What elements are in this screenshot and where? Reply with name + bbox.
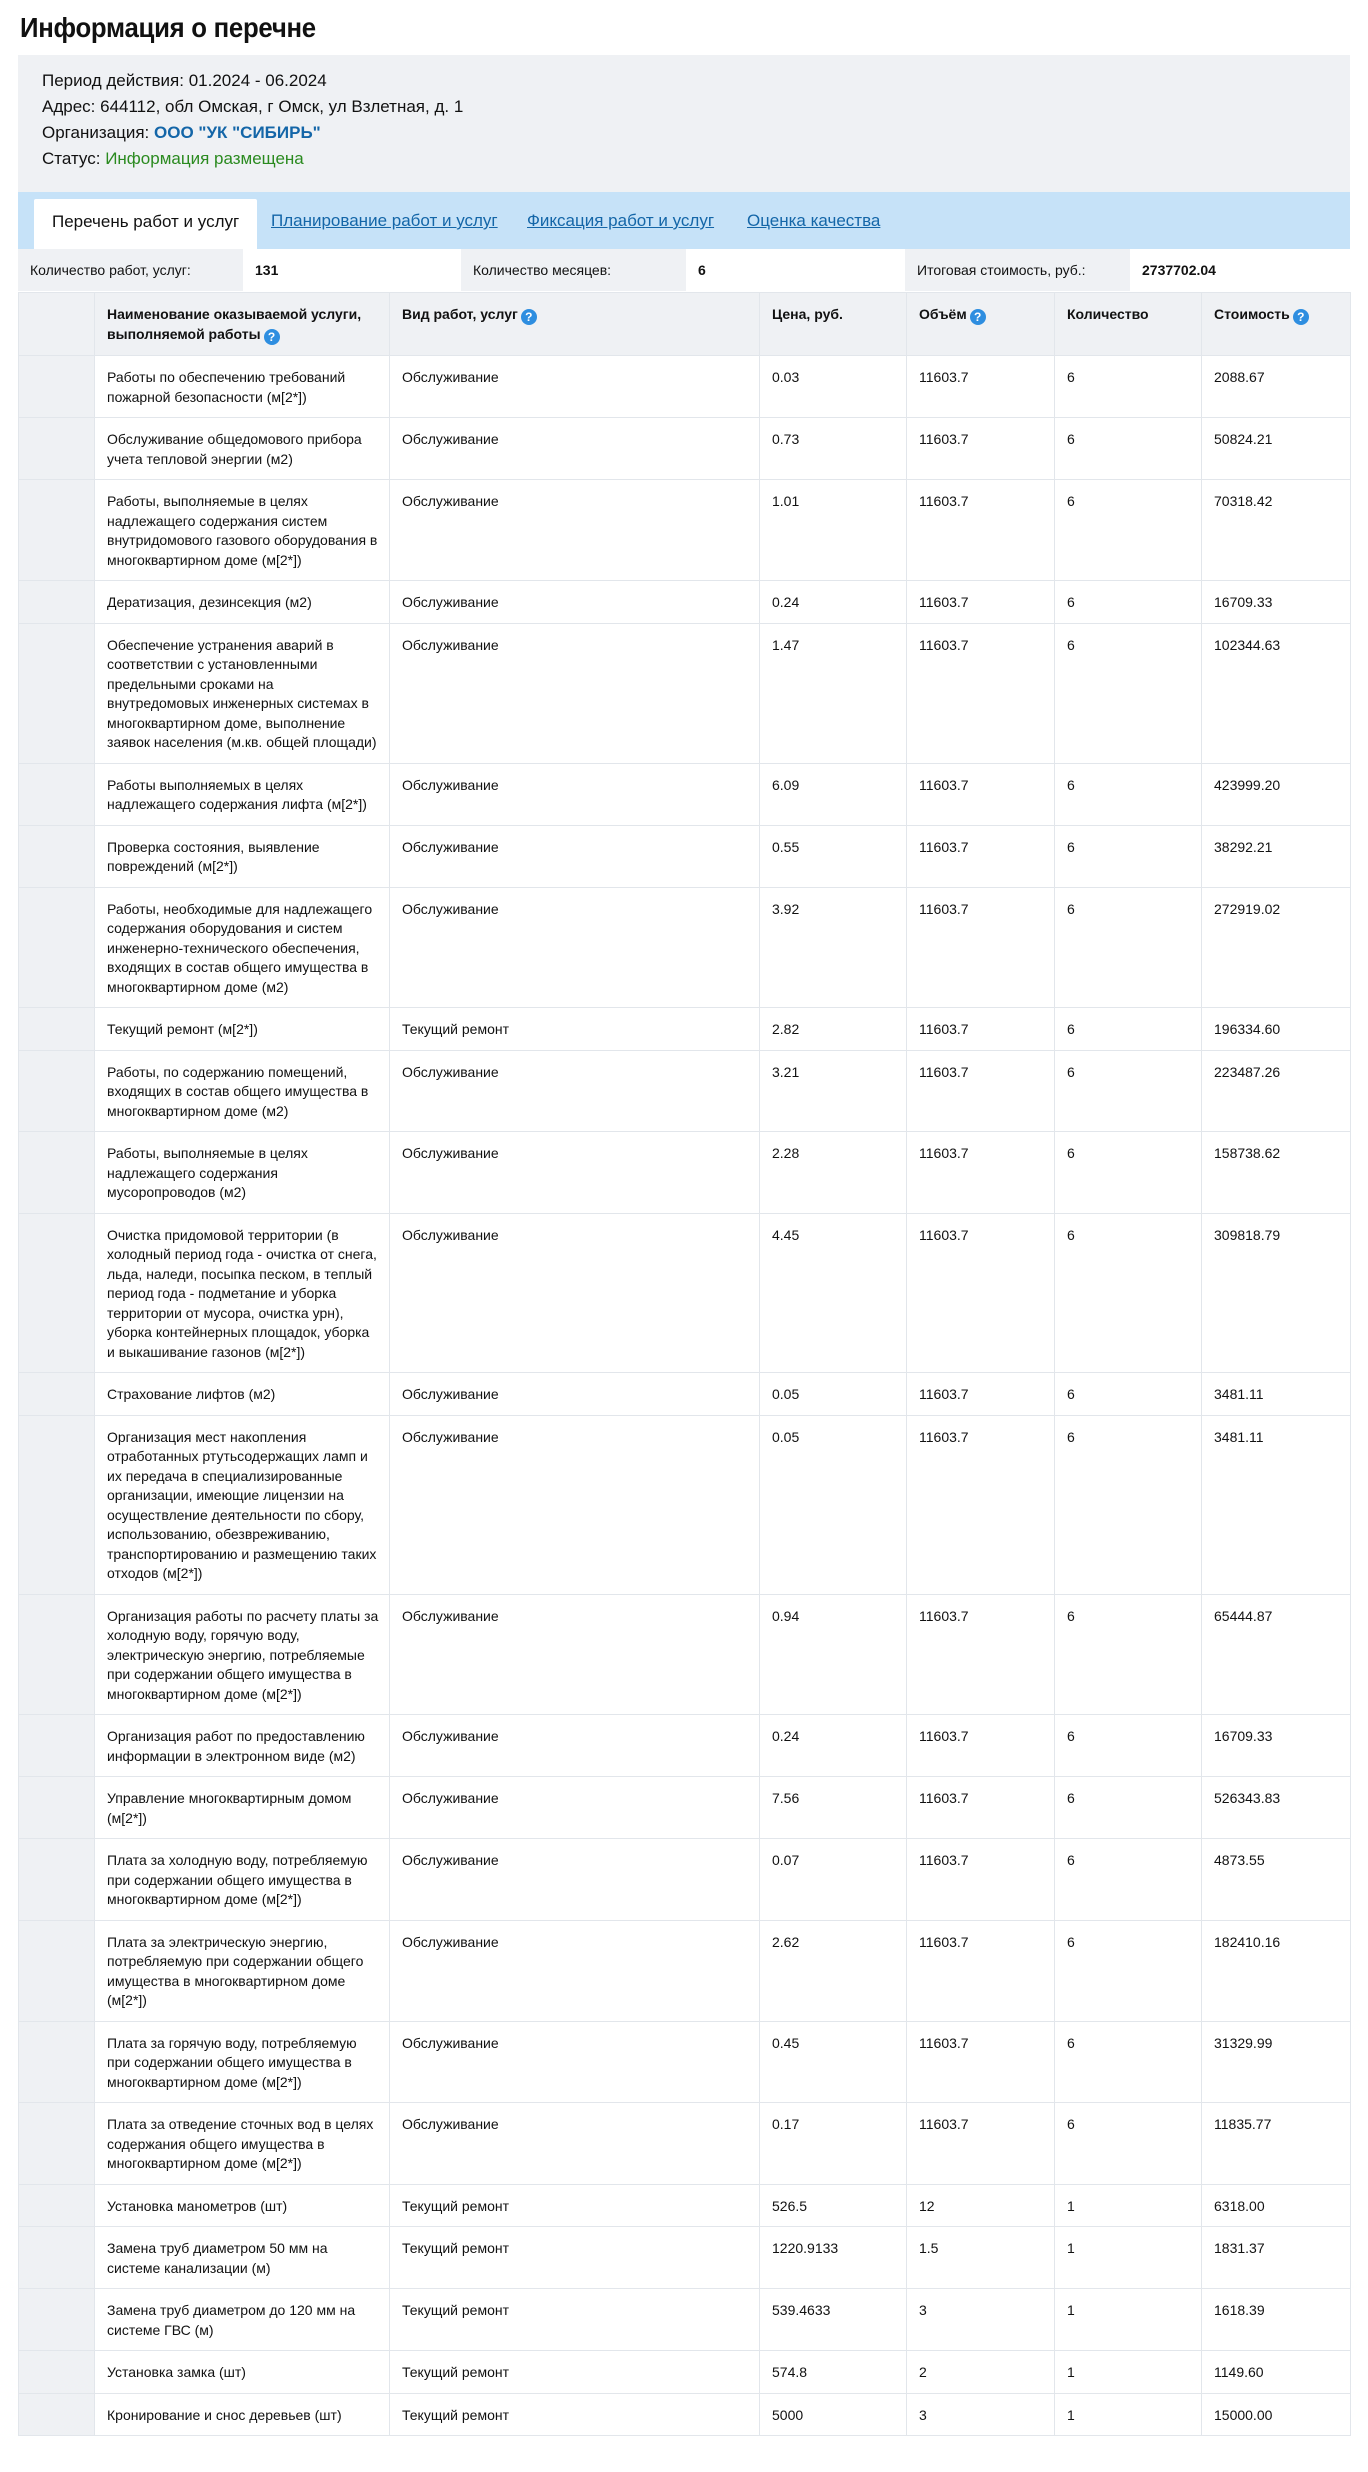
- header-service-name-label: Наименование оказываемой услуги, выполняемой работы: [107, 306, 362, 342]
- table-row: [19, 1715, 1351, 1777]
- header-service-name: [95, 293, 390, 356]
- header-volume-label: Объём: [919, 306, 967, 322]
- cell-type: Текущий ремонт: [390, 2184, 760, 2227]
- cell-type: Обслуживание: [390, 1594, 760, 1715]
- cell-name: Замена труб диаметром до 120 мм на системе ГВС (м): [95, 2289, 390, 2351]
- cell-qty: 6: [1055, 2103, 1202, 2185]
- table-row: [19, 763, 1351, 825]
- cell-volume: 11603.7: [907, 1415, 1055, 1594]
- cell-volume: 11603.7: [907, 1050, 1055, 1132]
- cell-cost: 309818.79: [1202, 1213, 1351, 1373]
- row-gutter: [19, 1008, 95, 1051]
- cell-type: Обслуживание: [390, 2103, 760, 2185]
- header-work-type-label: Вид работ, услуг: [402, 306, 518, 322]
- cell-qty: 6: [1055, 418, 1202, 480]
- cell-qty: 6: [1055, 1373, 1202, 1416]
- cell-name: Управление многоквартирным домом (м[2*]): [95, 1777, 390, 1839]
- summary-bar: [18, 249, 1350, 291]
- cell-qty: 6: [1055, 1132, 1202, 1214]
- table-row: [19, 2021, 1351, 2103]
- cell-qty: 1: [1055, 2393, 1202, 2436]
- row-gutter: [19, 623, 95, 763]
- cell-price: 0.24: [760, 1715, 907, 1777]
- cell-volume: 3: [907, 2289, 1055, 2351]
- organization-line: [42, 122, 321, 144]
- cell-qty: 1: [1055, 2351, 1202, 2394]
- cell-name: Работы по обеспечению требований пожарной безопасности (м[2*]): [95, 356, 390, 418]
- header-volume: [907, 293, 1055, 356]
- cell-qty: 6: [1055, 2021, 1202, 2103]
- cell-cost: 1149.60: [1202, 2351, 1351, 2394]
- row-gutter: [19, 418, 95, 480]
- row-gutter: [19, 2021, 95, 2103]
- cell-name: Кронирование и снос деревьев (шт): [95, 2393, 390, 2436]
- row-gutter: [19, 480, 95, 581]
- cell-cost: 31329.99: [1202, 2021, 1351, 2103]
- cell-price: 0.45: [760, 2021, 907, 2103]
- header-gutter: [19, 293, 95, 356]
- row-gutter: [19, 1132, 95, 1214]
- table-row: [19, 2289, 1351, 2351]
- cell-type: Обслуживание: [390, 1920, 760, 2021]
- cell-volume: 11603.7: [907, 2021, 1055, 2103]
- header-work-type: [390, 293, 760, 356]
- cell-cost: 65444.87: [1202, 1594, 1351, 1715]
- cell-volume: 11603.7: [907, 1715, 1055, 1777]
- list-info-panel: [18, 55, 1350, 192]
- cell-price: 0.17: [760, 2103, 907, 2185]
- table-row: [19, 2393, 1351, 2436]
- cell-cost: 16709.33: [1202, 581, 1351, 624]
- table-row: [19, 1213, 1351, 1373]
- table-row: [19, 1050, 1351, 1132]
- cell-volume: 11603.7: [907, 1777, 1055, 1839]
- tab-works-fixation[interactable]: Фиксация работ и услуг: [527, 211, 715, 230]
- cell-name: Текущий ремонт (м[2*]): [95, 1008, 390, 1051]
- address-line: [42, 96, 463, 118]
- cell-name: Проверка состояния, выявление повреждений (м[2*]): [95, 825, 390, 887]
- status-label: Статус:: [42, 149, 101, 168]
- header-cost: [1202, 293, 1351, 356]
- cell-name: Страхование лифтов (м2): [95, 1373, 390, 1416]
- table-row: [19, 2184, 1351, 2227]
- cell-type: Обслуживание: [390, 1050, 760, 1132]
- cell-type: Текущий ремонт: [390, 2393, 760, 2436]
- row-gutter: [19, 1777, 95, 1839]
- cell-price: 0.05: [760, 1373, 907, 1416]
- row-gutter: [19, 356, 95, 418]
- cell-qty: 6: [1055, 763, 1202, 825]
- works-table: [18, 292, 1351, 2436]
- row-gutter: [19, 581, 95, 624]
- help-icon[interactable]: ?: [521, 309, 537, 325]
- cell-type: Обслуживание: [390, 418, 760, 480]
- cell-type: Обслуживание: [390, 1373, 760, 1416]
- cell-price: 0.05: [760, 1415, 907, 1594]
- cell-cost: 2088.67: [1202, 356, 1351, 418]
- cell-qty: 6: [1055, 1715, 1202, 1777]
- cell-cost: 272919.02: [1202, 887, 1351, 1008]
- address-label: Адрес:: [42, 97, 96, 116]
- cell-cost: 182410.16: [1202, 1920, 1351, 2021]
- table-row: [19, 418, 1351, 480]
- cell-name: Работы, выполняемые в целях надлежащего содержания мусоропроводов (м2): [95, 1132, 390, 1214]
- cell-type: Обслуживание: [390, 623, 760, 763]
- cell-volume: 11603.7: [907, 1008, 1055, 1051]
- cell-cost: 16709.33: [1202, 1715, 1351, 1777]
- works-count-value: 131: [243, 249, 461, 291]
- row-gutter: [19, 887, 95, 1008]
- row-gutter: [19, 1715, 95, 1777]
- cell-cost: 15000.00: [1202, 2393, 1351, 2436]
- cell-type: Обслуживание: [390, 825, 760, 887]
- table-row: [19, 581, 1351, 624]
- cell-cost: 223487.26: [1202, 1050, 1351, 1132]
- cell-cost: 11835.77: [1202, 2103, 1351, 2185]
- tab-works-list[interactable]: Перечень работ и услуг: [34, 199, 257, 249]
- table-row: [19, 480, 1351, 581]
- cell-qty: 1: [1055, 2227, 1202, 2289]
- cell-price: 526.5: [760, 2184, 907, 2227]
- cell-volume: 11603.7: [907, 1594, 1055, 1715]
- cell-name: Замена труб диаметром 50 мм на системе канализации (м): [95, 2227, 390, 2289]
- cell-price: 5000: [760, 2393, 907, 2436]
- cell-type: Обслуживание: [390, 763, 760, 825]
- cell-volume: 11603.7: [907, 418, 1055, 480]
- cell-qty: 6: [1055, 1839, 1202, 1921]
- row-gutter: [19, 1373, 95, 1416]
- tab-quality-assessment[interactable]: Оценка качества: [747, 211, 881, 230]
- period-label: Период действия:: [42, 71, 184, 90]
- works-count-label: Количество работ, услуг:: [18, 249, 243, 291]
- cell-name: Организация работ по предоставлению информации в электронном виде (м2): [95, 1715, 390, 1777]
- cell-price: 7.56: [760, 1777, 907, 1839]
- cell-volume: 11603.7: [907, 2103, 1055, 2185]
- cell-name: Установка замка (шт): [95, 2351, 390, 2394]
- tab-works-planning[interactable]: Планирование работ и услуг: [271, 211, 498, 230]
- cell-name: Плата за горячую воду, потребляемую при содержании общего имущества в многоквартирном доме (м[2*]): [95, 2021, 390, 2103]
- cell-volume: 12: [907, 2184, 1055, 2227]
- cell-qty: 6: [1055, 1050, 1202, 1132]
- cell-price: 1.01: [760, 480, 907, 581]
- months-count-value: 6: [686, 249, 905, 291]
- row-gutter: [19, 1415, 95, 1594]
- table-row: [19, 2351, 1351, 2394]
- cell-price: 3.21: [760, 1050, 907, 1132]
- cell-cost: 158738.62: [1202, 1132, 1351, 1214]
- cell-volume: 11603.7: [907, 1373, 1055, 1416]
- cell-price: 2.28: [760, 1132, 907, 1214]
- cell-volume: 3: [907, 2393, 1055, 2436]
- period-value: 01.2024 - 06.2024: [188, 71, 327, 90]
- cell-type: Обслуживание: [390, 1132, 760, 1214]
- cell-price: 1220.9133: [760, 2227, 907, 2289]
- cell-qty: 6: [1055, 356, 1202, 418]
- organization-label: Организация:: [42, 123, 150, 142]
- row-gutter: [19, 1213, 95, 1373]
- period-line: [42, 70, 327, 92]
- table-row: [19, 1132, 1351, 1214]
- cell-price: 0.94: [760, 1594, 907, 1715]
- organization-link[interactable]: ООО "УК "СИБИРЬ": [154, 123, 321, 142]
- cell-cost: 70318.42: [1202, 480, 1351, 581]
- cell-qty: 6: [1055, 1008, 1202, 1051]
- cell-price: 574.8: [760, 2351, 907, 2394]
- cell-cost: 1831.37: [1202, 2227, 1351, 2289]
- cell-qty: 6: [1055, 825, 1202, 887]
- row-gutter: [19, 825, 95, 887]
- cell-volume: 11603.7: [907, 1920, 1055, 2021]
- table-row: [19, 1415, 1351, 1594]
- cell-type: Обслуживание: [390, 581, 760, 624]
- cell-name: Очистка придомовой территории (в холодный период года - очистка от снега, льда, наледи, посыпка песком, в теплый период года - подметание и уборка территории от мусора, очистка урн), уборка контейнерных площадок, уборка и выкашивание газонов (м[2*]): [95, 1213, 390, 1373]
- cell-price: 539.4633: [760, 2289, 907, 2351]
- cell-qty: 6: [1055, 1415, 1202, 1594]
- cell-type: Обслуживание: [390, 480, 760, 581]
- cell-price: 4.45: [760, 1213, 907, 1373]
- cell-name: Организация мест накопления отработанных ртутьсодержащих ламп и их передача в специализированные организации, имеющие лицензии на осуществление деятельности по сбору, использованию, обезвреживанию, транспортированию и размещению таких отходов (м[2*]): [95, 1415, 390, 1594]
- cell-type: Текущий ремонт: [390, 2227, 760, 2289]
- cell-name: Работы, необходимые для надлежащего содержания оборудования и систем инженерно-технического обеспечения, входящих в состав общего имущества в многоквартирном доме (м2): [95, 887, 390, 1008]
- cell-type: Обслуживание: [390, 1777, 760, 1839]
- page-title: Информация о перечне: [20, 12, 316, 43]
- cell-type: Текущий ремонт: [390, 2289, 760, 2351]
- cell-type: Обслуживание: [390, 1213, 760, 1373]
- cell-type: Обслуживание: [390, 1415, 760, 1594]
- cell-name: Обеспечение устранения аварий в соответствии с установленными предельными сроками на внутредомовых инженерных системах в многоквартирном доме, выполнение заявок населения (м.кв. общей площади): [95, 623, 390, 763]
- table-row: [19, 1594, 1351, 1715]
- cell-type: Обслуживание: [390, 1715, 760, 1777]
- table-row: [19, 1777, 1351, 1839]
- row-gutter: [19, 2289, 95, 2351]
- table-row: [19, 1839, 1351, 1921]
- cell-qty: 6: [1055, 1594, 1202, 1715]
- cell-name: Плата за отведение сточных вод в целях содержания общего имущества в многоквартирном доме (м[2*]): [95, 2103, 390, 2185]
- header-cost-label: Стоимость: [1214, 306, 1290, 322]
- help-icon[interactable]: ?: [1293, 309, 1309, 325]
- cell-cost: 3481.11: [1202, 1415, 1351, 1594]
- cell-type: Текущий ремонт: [390, 2351, 760, 2394]
- tab-bar: [18, 192, 1350, 249]
- row-gutter: [19, 2184, 95, 2227]
- table-header-row: [19, 293, 1351, 356]
- cell-price: 0.55: [760, 825, 907, 887]
- cell-type: Обслуживание: [390, 356, 760, 418]
- cell-volume: 11603.7: [907, 480, 1055, 581]
- cell-cost: 196334.60: [1202, 1008, 1351, 1051]
- header-quantity: Количество: [1055, 293, 1202, 356]
- help-icon[interactable]: ?: [970, 309, 986, 325]
- table-row: [19, 825, 1351, 887]
- row-gutter: [19, 1839, 95, 1921]
- table-row: [19, 1920, 1351, 2021]
- row-gutter: [19, 2351, 95, 2394]
- table-row: [19, 623, 1351, 763]
- help-icon[interactable]: ?: [264, 329, 280, 345]
- cell-cost: 38292.21: [1202, 825, 1351, 887]
- row-gutter: [19, 2103, 95, 2185]
- cell-name: Работы, по содержанию помещений, входящих в состав общего имущества в многоквартирном доме (м2): [95, 1050, 390, 1132]
- cell-cost: 526343.83: [1202, 1777, 1351, 1839]
- cell-name: Организация работы по расчету платы за холодную воду, горячую воду, электрическую энергию, потребляемые при содержании общего имущества в многоквартирном доме (м[2*]): [95, 1594, 390, 1715]
- cell-volume: 11603.7: [907, 356, 1055, 418]
- status-value: Информация размещена: [105, 149, 304, 168]
- cell-volume: 11603.7: [907, 1839, 1055, 1921]
- cell-volume: 11603.7: [907, 1213, 1055, 1373]
- cell-price: 0.73: [760, 418, 907, 480]
- cell-price: 2.62: [760, 1920, 907, 2021]
- cell-price: 0.03: [760, 356, 907, 418]
- cell-qty: 6: [1055, 581, 1202, 624]
- header-price: Цена, руб.: [760, 293, 907, 356]
- cell-name: Дератизация, дезинсекция (м2): [95, 581, 390, 624]
- cell-cost: 6318.00: [1202, 2184, 1351, 2227]
- cell-name: Работы выполняемых в целях надлежащего содержания лифта (м[2*]): [95, 763, 390, 825]
- row-gutter: [19, 2393, 95, 2436]
- status-line: [42, 148, 304, 170]
- cell-qty: 1: [1055, 2184, 1202, 2227]
- row-gutter: [19, 1594, 95, 1715]
- cell-qty: 6: [1055, 1777, 1202, 1839]
- cell-qty: 6: [1055, 623, 1202, 763]
- row-gutter: [19, 1050, 95, 1132]
- table-row: [19, 1008, 1351, 1051]
- cell-qty: 6: [1055, 1213, 1202, 1373]
- row-gutter: [19, 2227, 95, 2289]
- cell-price: 1.47: [760, 623, 907, 763]
- cell-cost: 1618.39: [1202, 2289, 1351, 2351]
- row-gutter: [19, 1920, 95, 2021]
- cell-volume: 11603.7: [907, 763, 1055, 825]
- cell-qty: 6: [1055, 480, 1202, 581]
- cell-name: Плата за холодную воду, потребляемую при содержании общего имущества в многоквартирном доме (м[2*]): [95, 1839, 390, 1921]
- cell-type: Обслуживание: [390, 887, 760, 1008]
- cell-volume: 11603.7: [907, 1132, 1055, 1214]
- cell-cost: 423999.20: [1202, 763, 1351, 825]
- table-row: [19, 2227, 1351, 2289]
- cell-cost: 3481.11: [1202, 1373, 1351, 1416]
- cell-name: Установка манометров (шт): [95, 2184, 390, 2227]
- cell-name: Плата за электрическую энергию, потребляемую при содержании общего имущества в многоквартирном доме (м[2*]): [95, 1920, 390, 2021]
- cell-type: Обслуживание: [390, 2021, 760, 2103]
- table-row: [19, 887, 1351, 1008]
- cell-volume: 11603.7: [907, 623, 1055, 763]
- cell-price: 0.07: [760, 1839, 907, 1921]
- total-cost-value: 2737702.04: [1130, 249, 1350, 291]
- cell-name: Обслуживание общедомового прибора учета тепловой энергии (м2): [95, 418, 390, 480]
- cell-volume: 1.5: [907, 2227, 1055, 2289]
- cell-name: Работы, выполняемые в целях надлежащего содержания систем внутридомового газового оборудования в многоквартирном доме (м[2*]): [95, 480, 390, 581]
- months-count-label: Количество месяцев:: [461, 249, 686, 291]
- cell-cost: 50824.21: [1202, 418, 1351, 480]
- cell-price: 6.09: [760, 763, 907, 825]
- cell-price: 2.82: [760, 1008, 907, 1051]
- cell-qty: 6: [1055, 1920, 1202, 2021]
- cell-cost: 4873.55: [1202, 1839, 1351, 1921]
- cell-volume: 11603.7: [907, 825, 1055, 887]
- table-row: [19, 356, 1351, 418]
- cell-type: Обслуживание: [390, 1839, 760, 1921]
- table-row: [19, 2103, 1351, 2185]
- cell-qty: 1: [1055, 2289, 1202, 2351]
- cell-volume: 11603.7: [907, 887, 1055, 1008]
- table-row: [19, 1373, 1351, 1416]
- cell-type: Текущий ремонт: [390, 1008, 760, 1051]
- total-cost-label: Итоговая стоимость, руб.:: [905, 249, 1130, 291]
- cell-cost: 102344.63: [1202, 623, 1351, 763]
- cell-volume: 2: [907, 2351, 1055, 2394]
- cell-qty: 6: [1055, 887, 1202, 1008]
- cell-price: 3.92: [760, 887, 907, 1008]
- address-value: 644112, обл Омская, г Омск, ул Взлетная, д. 1: [100, 97, 464, 116]
- cell-volume: 11603.7: [907, 581, 1055, 624]
- cell-price: 0.24: [760, 581, 907, 624]
- row-gutter: [19, 763, 95, 825]
